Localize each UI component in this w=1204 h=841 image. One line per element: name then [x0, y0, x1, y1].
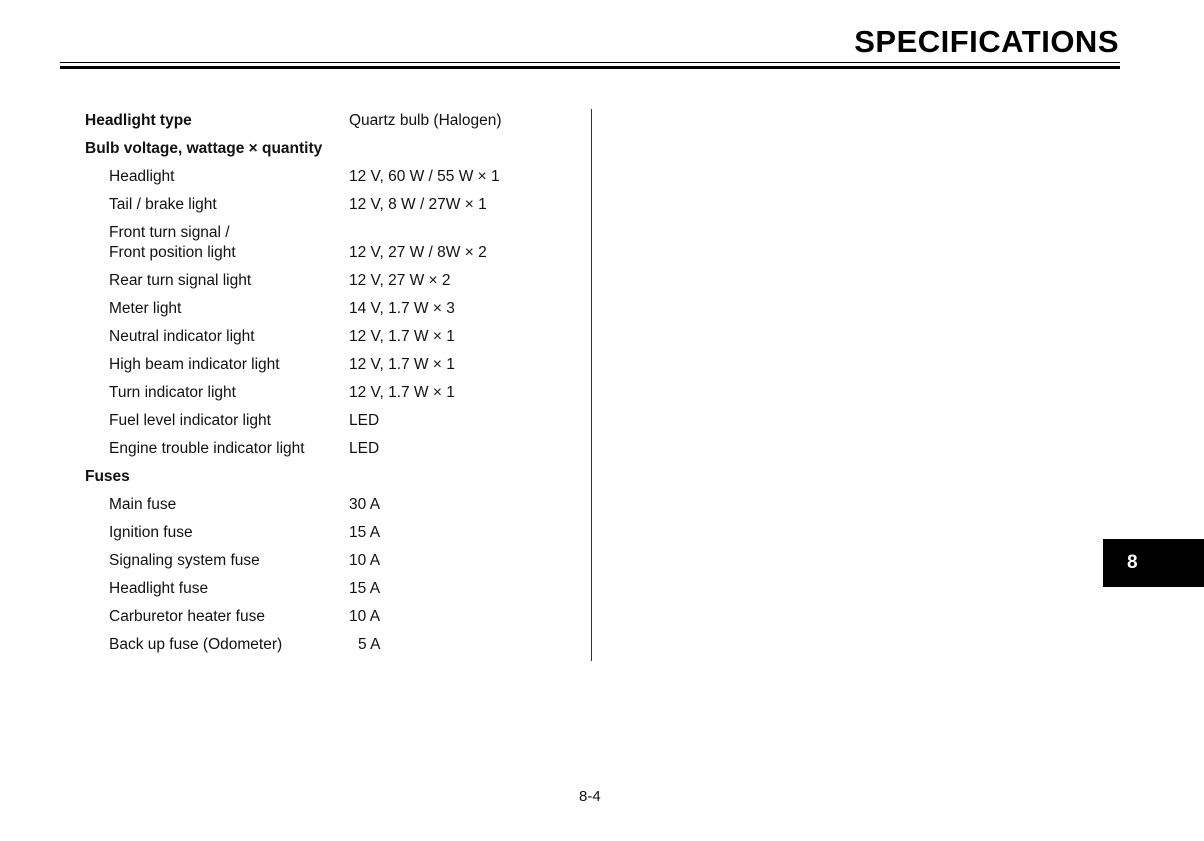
- spec-row: [85, 219, 585, 267]
- spec-value: 5 A: [358, 636, 381, 653]
- spec-label: High beam indicator light: [109, 356, 280, 373]
- spec-value: 12 V, 60 W / 55 W × 1: [349, 168, 500, 185]
- spec-label: Ignition fuse: [109, 524, 193, 541]
- spec-row: [85, 379, 585, 407]
- spec-label: Bulb voltage, wattage × quantity: [85, 140, 323, 157]
- spec-value: 12 V, 1.7 W × 1: [349, 384, 455, 401]
- spec-table: [85, 107, 585, 659]
- spec-label: Engine trouble indicator light: [109, 440, 305, 457]
- spec-label: Headlight fuse: [109, 580, 209, 597]
- spec-value: 30 A: [349, 496, 381, 513]
- column-divider: [591, 109, 592, 661]
- spec-row: [85, 267, 585, 295]
- page-number: 8-4: [579, 788, 601, 805]
- spec-row: [85, 323, 585, 351]
- spec-label: Meter light: [109, 300, 182, 317]
- spec-row: [85, 491, 585, 519]
- header-rule-thin: [60, 62, 1120, 63]
- spec-value: LED: [349, 440, 380, 457]
- spec-label: Headlight: [109, 168, 175, 185]
- chapter-number: 8: [1127, 552, 1138, 573]
- spec-row: [85, 547, 585, 575]
- spec-row: [85, 407, 585, 435]
- spec-label: Carburetor heater fuse: [109, 608, 265, 625]
- spec-value: 12 V, 27 W / 8W × 2: [349, 244, 487, 261]
- spec-label: Back up fuse (Odometer): [109, 636, 283, 653]
- spec-value: 12 V, 8 W / 27W × 1: [349, 196, 487, 213]
- header-rule-thick: [60, 66, 1120, 69]
- spec-row-headlight-type: [85, 107, 585, 135]
- spec-row-bulb-heading: [85, 135, 585, 163]
- spec-value: LED: [349, 412, 380, 429]
- spec-label: Tail / brake light: [109, 196, 217, 213]
- spec-label: Main fuse: [109, 496, 177, 513]
- spec-row: [85, 163, 585, 191]
- spec-value: 15 A: [349, 524, 381, 541]
- spec-value: 12 V, 1.7 W × 1: [349, 328, 455, 345]
- spec-label: Front turn signal / Front position light: [109, 224, 236, 261]
- spec-value: 14 V, 1.7 W × 3: [349, 300, 455, 317]
- spec-value: 10 A: [349, 552, 381, 569]
- spec-value: Quartz bulb (Halogen): [349, 112, 502, 129]
- spec-label: Turn indicator light: [109, 384, 236, 401]
- spec-value: 10 A: [349, 608, 381, 625]
- spec-label: Headlight type: [85, 112, 192, 129]
- spec-value: 12 V, 27 W × 2: [349, 272, 451, 289]
- spec-label: Neutral indicator light: [109, 328, 255, 345]
- spec-row: [85, 351, 585, 379]
- spec-label: Rear turn signal light: [109, 272, 252, 289]
- spec-row: [85, 575, 585, 603]
- spec-label: Fuel level indicator light: [109, 412, 271, 429]
- page-title: SPECIFICATIONS: [854, 24, 1119, 59]
- spec-value: 12 V, 1.7 W × 1: [349, 356, 455, 373]
- spec-row: [85, 295, 585, 323]
- spec-row-fuses-heading: [85, 463, 585, 491]
- spec-row: [85, 519, 585, 547]
- spec-label: Signaling system fuse: [109, 552, 260, 569]
- spec-label: Fuses: [85, 468, 130, 485]
- spec-value: 15 A: [349, 580, 381, 597]
- spec-row: [85, 631, 585, 659]
- chapter-tab: [1103, 539, 1204, 587]
- spec-row: [85, 435, 585, 463]
- spec-row: [85, 603, 585, 631]
- spec-row: [85, 191, 585, 219]
